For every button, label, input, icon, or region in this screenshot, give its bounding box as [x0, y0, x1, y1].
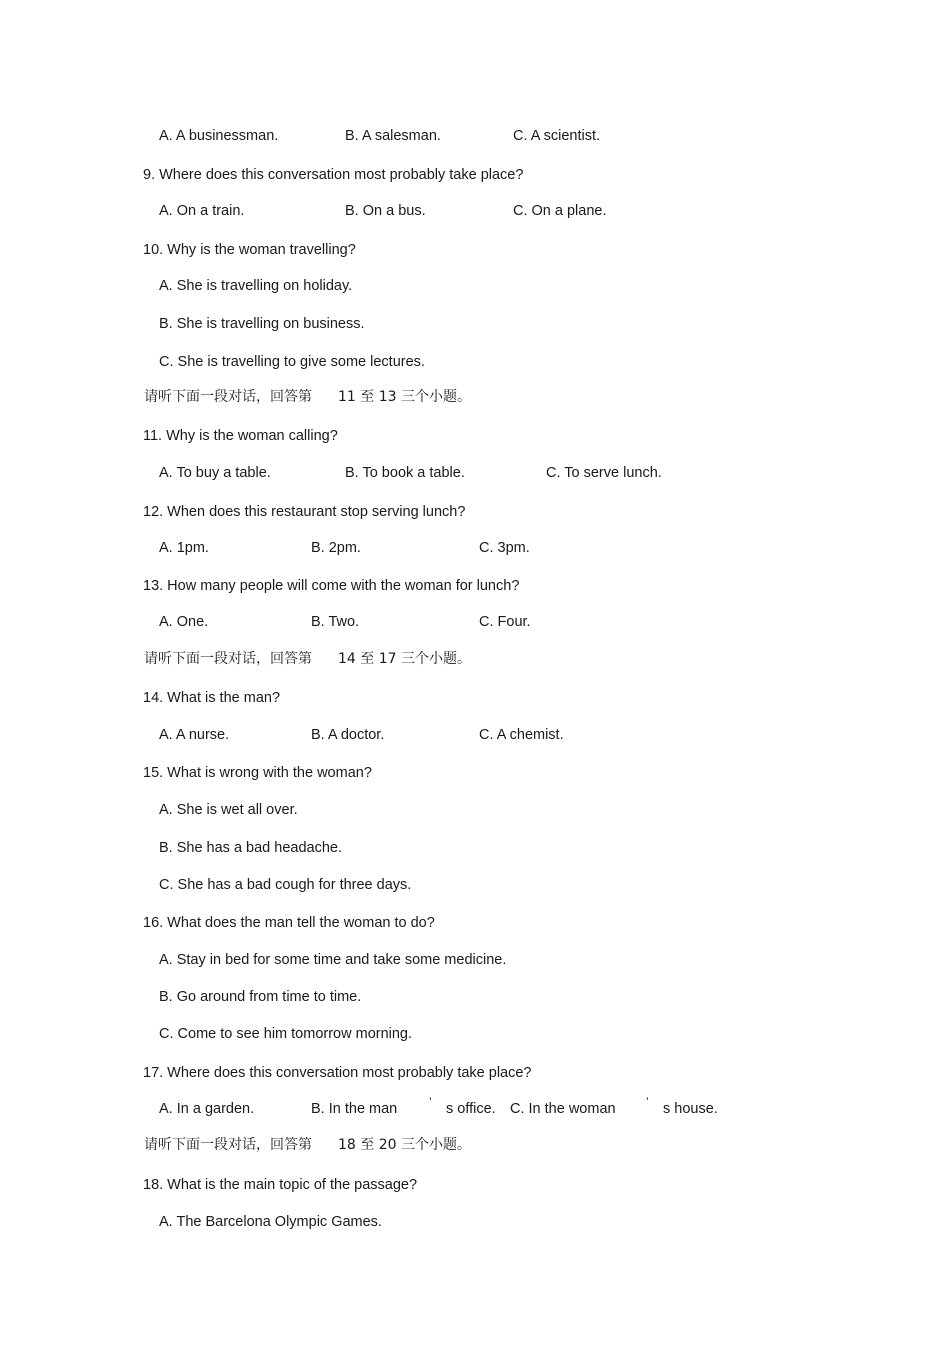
question-18: 18. What is the main topic of the passage?: [143, 1177, 418, 1193]
q8-option-b: B. A salesman.: [345, 128, 441, 144]
q17-option-b-end: s office.: [446, 1101, 496, 1117]
section-instruction-3: [144, 1136, 471, 1154]
q12-options: [159, 540, 859, 558]
question-14: 14. What is the man?: [143, 690, 281, 706]
q12-option-b: B. 2pm.: [311, 540, 361, 556]
q10-option-a: A. She is travelling on holiday.: [159, 278, 353, 294]
section-instruction-1: [144, 388, 471, 406]
q15-option-b: B. She has a bad headache.: [159, 840, 343, 856]
q17-option-b-start: B. In the man: [311, 1101, 398, 1117]
q17-options: [159, 1095, 859, 1119]
q17-option-b-apostrophe: ’: [429, 1095, 432, 1109]
q16-option-a: A. Stay in bed for some time and take some medicine.: [159, 952, 507, 968]
q13-option-b: B. Two.: [311, 614, 360, 630]
q15-option-a: A. She is wet all over.: [159, 802, 298, 818]
question-16: 16. What does the man tell the woman to do?: [143, 915, 435, 931]
q15-option-c: C. She has a bad cough for three days.: [159, 877, 412, 893]
q14-options: [159, 727, 859, 745]
section-3-range: 18 至 20 三个小题。: [338, 1137, 471, 1153]
question-13: 13. How many people will come with the woman for lunch?: [143, 578, 520, 594]
q8-options: [159, 128, 859, 146]
q11-option-b: B. To book a table.: [345, 465, 465, 481]
q10-option-b: B. She is travelling on business.: [159, 316, 365, 332]
question-9: 9. Where does this conversation most probably take place?: [143, 167, 524, 183]
q13-option-c: C. Four.: [479, 614, 531, 630]
question-11: 11. Why is the woman calling?: [143, 428, 338, 444]
q16-option-c: C. Come to see him tomorrow morning.: [159, 1026, 413, 1042]
q13-options: [159, 614, 859, 632]
question-17: 17. Where does this conversation most probably take place?: [143, 1065, 532, 1081]
q9-options: [159, 203, 859, 221]
q14-option-a: A. A nurse.: [159, 727, 230, 743]
q13-option-a: A. One.: [159, 614, 209, 630]
section-2-range: 14 至 17 三个小题。: [338, 651, 471, 667]
q17-option-c-apostrophe: ’: [646, 1095, 649, 1109]
q14-option-c: C. A chemist.: [479, 727, 564, 743]
q18-option-a: A. The Barcelona Olympic Games.: [159, 1214, 382, 1230]
q17-option-c-start: C. In the woman: [510, 1101, 616, 1117]
q11-option-c: C. To serve lunch.: [546, 465, 662, 481]
question-10: 10. Why is the woman travelling?: [143, 242, 356, 258]
q10-option-c: C. She is travelling to give some lectures.: [159, 354, 425, 370]
q16-option-b: B. Go around from time to time.: [159, 989, 362, 1005]
q17-option-c-end: s house.: [663, 1101, 718, 1117]
q8-option-c: C. A scientist.: [513, 128, 601, 144]
section-1-prefix: 请听下面一段对话，回答第: [144, 389, 312, 405]
q8-option-a: A. A businessman.: [159, 128, 279, 144]
q9-option-b: B. On a bus.: [345, 203, 426, 219]
q12-option-c: C. 3pm.: [479, 540, 530, 556]
section-3-prefix: 请听下面一段对话，回答第: [144, 1137, 312, 1153]
section-1-range: 11 至 13 三个小题。: [338, 389, 471, 405]
q14-option-b: B. A doctor.: [311, 727, 385, 743]
q17-option-a: A. In a garden.: [159, 1101, 255, 1117]
q9-option-a: A. On a train.: [159, 203, 245, 219]
question-15: 15. What is wrong with the woman?: [143, 765, 372, 781]
q11-options: [159, 465, 859, 483]
section-2-prefix: 请听下面一段对话，回答第: [144, 651, 312, 667]
question-12: 12. When does this restaurant stop serving lunch?: [143, 504, 466, 520]
q12-option-a: A. 1pm.: [159, 540, 209, 556]
q11-option-a: A. To buy a table.: [159, 465, 271, 481]
section-instruction-2: [144, 650, 471, 668]
q9-option-c: C. On a plane.: [513, 203, 607, 219]
